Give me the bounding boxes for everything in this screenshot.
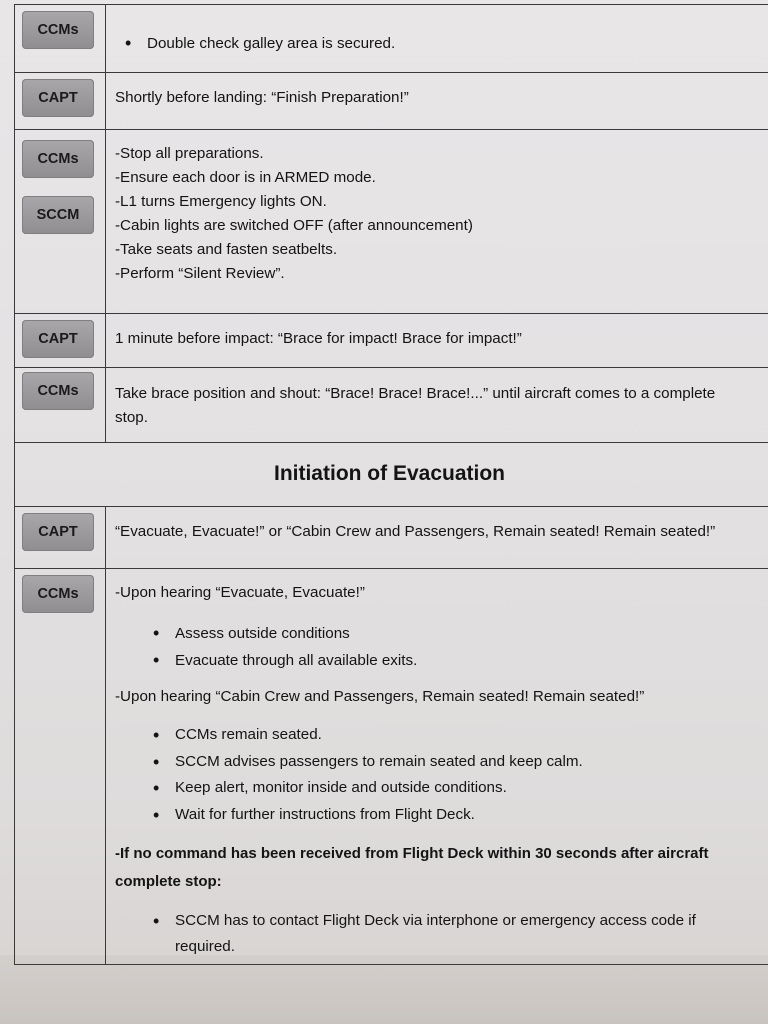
procedure-table (14, 4, 768, 965)
role-cell (15, 368, 106, 443)
content-cell (106, 73, 768, 130)
list-item: • Wait for further instructions from Flight Deck. (143, 802, 753, 829)
list-item: -L1 turns Emergency lights ON. (115, 193, 327, 210)
role-badge-ccms: CCMs (22, 372, 94, 410)
list-item: • SCCM has to contact Flight Deck via interphone or emergency access code if required. (143, 908, 753, 960)
list-item: • CCMs remain seated. (143, 722, 753, 749)
list-item: -Cabin lights are switched OFF (after announcement) (115, 217, 473, 234)
role-badge-ccms: CCMs (22, 575, 94, 613)
role-cell (15, 569, 106, 965)
role-cell (15, 314, 106, 368)
instruction-text: Shortly before landing: “Finish Preparation!” (115, 89, 409, 106)
role-badge-capt: CAPT (22, 79, 94, 117)
list-item: • Assess outside conditions (143, 620, 753, 647)
table-row (15, 314, 768, 368)
no-command-bullet-list (143, 908, 753, 960)
role-cell (15, 73, 106, 130)
instruction-text: “Evacuate, Evacuate!” or “Cabin Crew and Passengers, Remain seated! Remain seated!” (115, 523, 716, 540)
no-command-heading: -If no command has been received from Flight Deck within 30 seconds after aircraft complete stop: (115, 845, 709, 890)
table-row (15, 569, 768, 965)
role-badge-ccms: CCMs (22, 11, 94, 49)
role-badge-sccm: SCCM (22, 196, 94, 234)
content-cell (106, 130, 768, 314)
table-row (15, 130, 768, 314)
evacuate-bullet-list (143, 620, 753, 674)
role-cell (15, 507, 106, 569)
section-title: Initiation of Evacuation (273, 462, 505, 485)
role-badge-ccms: CCMs (22, 140, 94, 178)
list-item: -Perform “Silent Review”. (115, 265, 285, 282)
list-item: • Evacuate through all available exits. (143, 647, 753, 674)
list-item: • SCCM advises passengers to remain seated and keep calm. (143, 749, 753, 776)
list-item: • Double check galley area is secured. (115, 33, 768, 54)
bullet-list (115, 33, 768, 54)
content-cell (106, 507, 768, 569)
table-row (15, 5, 768, 73)
step-list (115, 142, 768, 286)
content-cell (106, 569, 768, 965)
remain-seated-bullet-list (143, 722, 753, 828)
role-cell (15, 5, 106, 73)
list-item: -Take seats and fasten seatbelts. (115, 241, 338, 258)
instruction-text: Take brace position and shout: “Brace! Brace! Brace!...” until aircraft comes to a complete stop. (115, 385, 716, 426)
list-item: -Ensure each door is in ARMED mode. (115, 169, 376, 186)
table-surface (0, 955, 768, 1024)
remain-seated-heading: -Upon hearing “Cabin Crew and Passengers, Remain seated! Remain seated!” (115, 688, 645, 705)
list-item: • Keep alert, monitor inside and outside conditions. (143, 775, 753, 802)
content-cell (106, 314, 768, 368)
table-row (15, 73, 768, 130)
table-row (15, 507, 768, 569)
section-header-cell (15, 443, 768, 507)
content-cell (106, 5, 768, 73)
role-cell (15, 130, 106, 314)
content-cell (106, 368, 768, 443)
section-header-row (15, 443, 768, 507)
evacuate-heading: -Upon hearing “Evacuate, Evacuate!” (115, 584, 365, 601)
role-badge-capt: CAPT (22, 513, 94, 551)
role-badge-capt: CAPT (22, 320, 94, 358)
instruction-text: 1 minute before impact: “Brace for impact! Brace for impact!” (115, 330, 522, 347)
table-row (15, 368, 768, 443)
list-item: -Stop all preparations. (115, 145, 264, 162)
